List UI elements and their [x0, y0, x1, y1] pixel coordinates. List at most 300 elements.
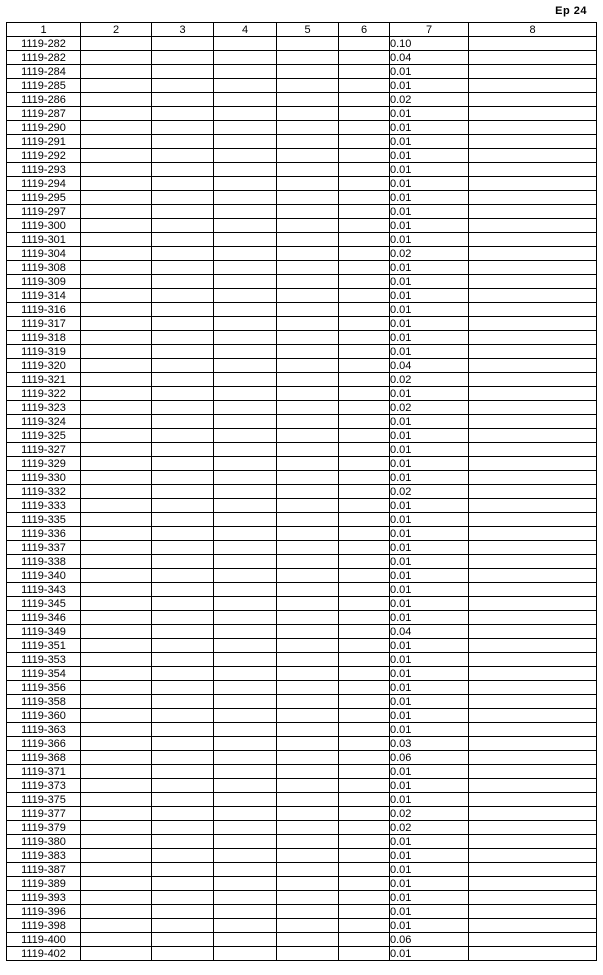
empty-cell-col-2 — [81, 625, 152, 639]
empty-cell-col-5 — [277, 569, 339, 583]
table-row — [7, 443, 597, 457]
value-cell: 0.01 — [390, 457, 469, 471]
empty-cell-col-5 — [277, 765, 339, 779]
empty-cell-col-5 — [277, 177, 339, 191]
table-row — [7, 429, 597, 443]
empty-cell-col-3 — [152, 289, 214, 303]
empty-cell-col-3 — [152, 807, 214, 821]
empty-cell-col-2 — [81, 177, 152, 191]
table-row — [7, 499, 597, 513]
empty-cell-col-6 — [339, 513, 390, 527]
empty-cell-col-2 — [81, 93, 152, 107]
empty-cell-col-6 — [339, 149, 390, 163]
value-cell: 0.01 — [390, 611, 469, 625]
empty-cell-col-5 — [277, 863, 339, 877]
empty-cell-col-3 — [152, 107, 214, 121]
empty-cell-col-6 — [339, 443, 390, 457]
empty-cell-col-6 — [339, 415, 390, 429]
empty-cell-col-8 — [469, 219, 597, 233]
table-row — [7, 79, 597, 93]
empty-cell-col-8 — [469, 415, 597, 429]
empty-cell-col-4 — [214, 387, 277, 401]
empty-cell-col-6 — [339, 751, 390, 765]
table-row — [7, 807, 597, 821]
column-header-4: 4 — [214, 23, 277, 37]
empty-cell-col-2 — [81, 51, 152, 65]
empty-cell-col-3 — [152, 205, 214, 219]
table-row — [7, 709, 597, 723]
empty-cell-col-3 — [152, 261, 214, 275]
empty-cell-col-2 — [81, 723, 152, 737]
empty-cell-col-6 — [339, 849, 390, 863]
table-row — [7, 751, 597, 765]
value-cell: 0.01 — [390, 303, 469, 317]
empty-cell-col-6 — [339, 429, 390, 443]
empty-cell-col-4 — [214, 723, 277, 737]
table-row — [7, 905, 597, 919]
empty-cell-col-5 — [277, 191, 339, 205]
empty-cell-col-5 — [277, 513, 339, 527]
empty-cell-col-3 — [152, 471, 214, 485]
value-cell: 0.01 — [390, 149, 469, 163]
empty-cell-col-3 — [152, 555, 214, 569]
empty-cell-col-2 — [81, 485, 152, 499]
record-id-cell: 1119-323 — [7, 401, 81, 415]
value-cell: 0.01 — [390, 597, 469, 611]
empty-cell-col-6 — [339, 79, 390, 93]
empty-cell-col-4 — [214, 345, 277, 359]
empty-cell-col-8 — [469, 93, 597, 107]
empty-cell-col-4 — [214, 359, 277, 373]
empty-cell-col-5 — [277, 429, 339, 443]
value-cell: 0.02 — [390, 401, 469, 415]
empty-cell-col-8 — [469, 373, 597, 387]
record-id-cell: 1119-354 — [7, 667, 81, 681]
empty-cell-col-6 — [339, 177, 390, 191]
record-id-cell: 1119-282 — [7, 51, 81, 65]
empty-cell-col-3 — [152, 849, 214, 863]
empty-cell-col-4 — [214, 947, 277, 961]
value-cell: 0.01 — [390, 345, 469, 359]
empty-cell-col-8 — [469, 653, 597, 667]
empty-cell-col-4 — [214, 807, 277, 821]
record-id-cell: 1119-340 — [7, 569, 81, 583]
empty-cell-col-8 — [469, 513, 597, 527]
empty-cell-col-3 — [152, 765, 214, 779]
empty-cell-col-4 — [214, 121, 277, 135]
empty-cell-col-4 — [214, 891, 277, 905]
empty-cell-col-3 — [152, 723, 214, 737]
table-row — [7, 93, 597, 107]
empty-cell-col-6 — [339, 65, 390, 79]
empty-cell-col-8 — [469, 37, 597, 51]
record-id-cell: 1119-338 — [7, 555, 81, 569]
empty-cell-col-6 — [339, 485, 390, 499]
empty-cell-col-8 — [469, 51, 597, 65]
empty-cell-col-3 — [152, 611, 214, 625]
empty-cell-col-8 — [469, 205, 597, 219]
empty-cell-col-2 — [81, 429, 152, 443]
value-cell: 0.06 — [390, 933, 469, 947]
empty-cell-col-4 — [214, 331, 277, 345]
table-row — [7, 191, 597, 205]
empty-cell-col-4 — [214, 65, 277, 79]
record-id-cell: 1119-329 — [7, 457, 81, 471]
column-header-8: 8 — [469, 23, 597, 37]
table-row — [7, 569, 597, 583]
empty-cell-col-4 — [214, 751, 277, 765]
empty-cell-col-4 — [214, 765, 277, 779]
value-cell: 0.01 — [390, 415, 469, 429]
empty-cell-col-2 — [81, 611, 152, 625]
empty-cell-col-8 — [469, 849, 597, 863]
empty-cell-col-3 — [152, 905, 214, 919]
empty-cell-col-3 — [152, 443, 214, 457]
header-row — [7, 23, 597, 37]
empty-cell-col-4 — [214, 933, 277, 947]
value-cell: 0.02 — [390, 821, 469, 835]
empty-cell-col-2 — [81, 219, 152, 233]
empty-cell-col-3 — [152, 681, 214, 695]
empty-cell-col-8 — [469, 611, 597, 625]
empty-cell-col-6 — [339, 205, 390, 219]
empty-cell-col-6 — [339, 681, 390, 695]
empty-cell-col-6 — [339, 163, 390, 177]
empty-cell-col-4 — [214, 163, 277, 177]
empty-cell-col-2 — [81, 65, 152, 79]
empty-cell-col-6 — [339, 471, 390, 485]
record-id-cell: 1119-402 — [7, 947, 81, 961]
empty-cell-col-3 — [152, 933, 214, 947]
record-id-cell: 1119-286 — [7, 93, 81, 107]
empty-cell-col-3 — [152, 317, 214, 331]
empty-cell-col-6 — [339, 373, 390, 387]
empty-cell-col-3 — [152, 275, 214, 289]
empty-cell-col-2 — [81, 527, 152, 541]
empty-cell-col-5 — [277, 555, 339, 569]
empty-cell-col-2 — [81, 471, 152, 485]
table-row — [7, 121, 597, 135]
empty-cell-col-5 — [277, 891, 339, 905]
value-cell: 0.03 — [390, 737, 469, 751]
value-cell: 0.02 — [390, 485, 469, 499]
empty-cell-col-8 — [469, 821, 597, 835]
record-id-cell: 1119-317 — [7, 317, 81, 331]
empty-cell-col-2 — [81, 37, 152, 51]
empty-cell-col-8 — [469, 863, 597, 877]
table-row — [7, 359, 597, 373]
record-id-cell: 1119-363 — [7, 723, 81, 737]
empty-cell-col-6 — [339, 737, 390, 751]
empty-cell-col-5 — [277, 163, 339, 177]
empty-cell-col-2 — [81, 681, 152, 695]
empty-cell-col-8 — [469, 401, 597, 415]
table-row — [7, 163, 597, 177]
empty-cell-col-3 — [152, 247, 214, 261]
empty-cell-col-8 — [469, 443, 597, 457]
record-id-cell: 1119-337 — [7, 541, 81, 555]
empty-cell-col-8 — [469, 723, 597, 737]
table-header — [7, 23, 597, 37]
table-row — [7, 233, 597, 247]
empty-cell-col-3 — [152, 947, 214, 961]
empty-cell-col-5 — [277, 387, 339, 401]
table-row — [7, 919, 597, 933]
empty-cell-col-8 — [469, 555, 597, 569]
table-row — [7, 485, 597, 499]
empty-cell-col-5 — [277, 877, 339, 891]
empty-cell-col-6 — [339, 835, 390, 849]
empty-cell-col-4 — [214, 191, 277, 205]
empty-cell-col-8 — [469, 751, 597, 765]
table-row — [7, 107, 597, 121]
empty-cell-col-2 — [81, 737, 152, 751]
value-cell: 0.01 — [390, 639, 469, 653]
empty-cell-col-2 — [81, 415, 152, 429]
empty-cell-col-2 — [81, 79, 152, 93]
empty-cell-col-4 — [214, 37, 277, 51]
empty-cell-col-5 — [277, 695, 339, 709]
empty-cell-col-8 — [469, 149, 597, 163]
value-cell: 0.01 — [390, 135, 469, 149]
empty-cell-col-2 — [81, 191, 152, 205]
empty-cell-col-4 — [214, 709, 277, 723]
empty-cell-col-6 — [339, 37, 390, 51]
record-id-cell: 1119-351 — [7, 639, 81, 653]
record-id-cell: 1119-293 — [7, 163, 81, 177]
empty-cell-col-5 — [277, 317, 339, 331]
table-row — [7, 653, 597, 667]
empty-cell-col-5 — [277, 121, 339, 135]
empty-cell-col-8 — [469, 919, 597, 933]
empty-cell-col-5 — [277, 849, 339, 863]
empty-cell-col-4 — [214, 835, 277, 849]
table-row — [7, 387, 597, 401]
empty-cell-col-8 — [469, 247, 597, 261]
empty-cell-col-3 — [152, 331, 214, 345]
table-row — [7, 261, 597, 275]
value-cell: 0.02 — [390, 93, 469, 107]
empty-cell-col-8 — [469, 737, 597, 751]
record-id-cell: 1119-349 — [7, 625, 81, 639]
empty-cell-col-5 — [277, 681, 339, 695]
record-id-cell: 1119-301 — [7, 233, 81, 247]
empty-cell-col-3 — [152, 625, 214, 639]
value-cell: 0.01 — [390, 443, 469, 457]
empty-cell-col-8 — [469, 429, 597, 443]
column-header-2: 2 — [81, 23, 152, 37]
empty-cell-col-4 — [214, 149, 277, 163]
empty-cell-col-4 — [214, 373, 277, 387]
record-id-cell: 1119-285 — [7, 79, 81, 93]
empty-cell-col-3 — [152, 387, 214, 401]
empty-cell-col-8 — [469, 317, 597, 331]
empty-cell-col-8 — [469, 779, 597, 793]
empty-cell-col-8 — [469, 191, 597, 205]
empty-cell-col-3 — [152, 401, 214, 415]
value-cell: 0.01 — [390, 779, 469, 793]
empty-cell-col-3 — [152, 219, 214, 233]
empty-cell-col-8 — [469, 121, 597, 135]
empty-cell-col-6 — [339, 331, 390, 345]
empty-cell-col-3 — [152, 597, 214, 611]
column-header-7: 7 — [390, 23, 469, 37]
value-cell: 0.01 — [390, 653, 469, 667]
record-id-cell: 1119-282 — [7, 37, 81, 51]
empty-cell-col-4 — [214, 261, 277, 275]
empty-cell-col-2 — [81, 121, 152, 135]
empty-cell-col-6 — [339, 247, 390, 261]
empty-cell-col-6 — [339, 779, 390, 793]
empty-cell-col-2 — [81, 513, 152, 527]
empty-cell-col-3 — [152, 695, 214, 709]
value-cell: 0.01 — [390, 793, 469, 807]
value-cell: 0.01 — [390, 191, 469, 205]
empty-cell-col-8 — [469, 177, 597, 191]
value-cell: 0.01 — [390, 331, 469, 345]
empty-cell-col-2 — [81, 289, 152, 303]
empty-cell-col-8 — [469, 345, 597, 359]
empty-cell-col-8 — [469, 527, 597, 541]
table-row — [7, 373, 597, 387]
empty-cell-col-3 — [152, 737, 214, 751]
empty-cell-col-3 — [152, 709, 214, 723]
empty-cell-col-2 — [81, 555, 152, 569]
empty-cell-col-8 — [469, 233, 597, 247]
empty-cell-col-6 — [339, 723, 390, 737]
empty-cell-col-6 — [339, 821, 390, 835]
empty-cell-col-5 — [277, 289, 339, 303]
empty-cell-col-3 — [152, 821, 214, 835]
empty-cell-col-5 — [277, 527, 339, 541]
empty-cell-col-3 — [152, 639, 214, 653]
empty-cell-col-2 — [81, 821, 152, 835]
empty-cell-col-3 — [152, 653, 214, 667]
empty-cell-col-5 — [277, 499, 339, 513]
record-id-cell: 1119-325 — [7, 429, 81, 443]
empty-cell-col-4 — [214, 177, 277, 191]
value-cell: 0.01 — [390, 835, 469, 849]
empty-cell-col-6 — [339, 289, 390, 303]
empty-cell-col-2 — [81, 107, 152, 121]
record-id-cell: 1119-358 — [7, 695, 81, 709]
value-cell: 0.01 — [390, 387, 469, 401]
empty-cell-col-5 — [277, 933, 339, 947]
empty-cell-col-6 — [339, 695, 390, 709]
record-id-cell: 1119-368 — [7, 751, 81, 765]
empty-cell-col-5 — [277, 751, 339, 765]
empty-cell-col-4 — [214, 695, 277, 709]
value-cell: 0.01 — [390, 65, 469, 79]
empty-cell-col-8 — [469, 793, 597, 807]
record-id-cell: 1119-332 — [7, 485, 81, 499]
record-id-cell: 1119-284 — [7, 65, 81, 79]
empty-cell-col-6 — [339, 905, 390, 919]
empty-cell-col-8 — [469, 135, 597, 149]
record-id-cell: 1119-360 — [7, 709, 81, 723]
empty-cell-col-3 — [152, 233, 214, 247]
table-row — [7, 219, 597, 233]
value-cell: 0.01 — [390, 765, 469, 779]
empty-cell-col-5 — [277, 107, 339, 121]
empty-cell-col-5 — [277, 807, 339, 821]
table-row — [7, 863, 597, 877]
record-id-cell: 1119-319 — [7, 345, 81, 359]
empty-cell-col-4 — [214, 135, 277, 149]
empty-cell-col-2 — [81, 863, 152, 877]
value-cell: 0.01 — [390, 569, 469, 583]
empty-cell-col-4 — [214, 793, 277, 807]
record-id-cell: 1119-308 — [7, 261, 81, 275]
table-body — [7, 37, 597, 961]
empty-cell-col-2 — [81, 317, 152, 331]
empty-cell-col-3 — [152, 499, 214, 513]
empty-cell-col-5 — [277, 261, 339, 275]
empty-cell-col-6 — [339, 807, 390, 821]
empty-cell-col-8 — [469, 891, 597, 905]
empty-cell-col-4 — [214, 247, 277, 261]
table-row — [7, 737, 597, 751]
empty-cell-col-5 — [277, 905, 339, 919]
empty-cell-col-4 — [214, 737, 277, 751]
empty-cell-col-5 — [277, 667, 339, 681]
record-id-cell: 1119-393 — [7, 891, 81, 905]
empty-cell-col-5 — [277, 415, 339, 429]
empty-cell-col-8 — [469, 65, 597, 79]
empty-cell-col-3 — [152, 149, 214, 163]
empty-cell-col-2 — [81, 779, 152, 793]
table-row — [7, 611, 597, 625]
empty-cell-col-3 — [152, 359, 214, 373]
table-row — [7, 639, 597, 653]
record-id-cell: 1119-304 — [7, 247, 81, 261]
empty-cell-col-3 — [152, 835, 214, 849]
record-id-cell: 1119-330 — [7, 471, 81, 485]
empty-cell-col-5 — [277, 611, 339, 625]
value-cell: 0.01 — [390, 919, 469, 933]
table-row — [7, 779, 597, 793]
empty-cell-col-5 — [277, 149, 339, 163]
empty-cell-col-6 — [339, 569, 390, 583]
empty-cell-col-3 — [152, 191, 214, 205]
column-header-3: 3 — [152, 23, 214, 37]
record-id-cell: 1119-327 — [7, 443, 81, 457]
empty-cell-col-8 — [469, 261, 597, 275]
empty-cell-col-3 — [152, 877, 214, 891]
empty-cell-col-8 — [469, 905, 597, 919]
value-cell: 0.01 — [390, 709, 469, 723]
empty-cell-col-6 — [339, 121, 390, 135]
value-cell: 0.01 — [390, 261, 469, 275]
empty-cell-col-2 — [81, 835, 152, 849]
empty-cell-col-4 — [214, 401, 277, 415]
empty-cell-col-6 — [339, 457, 390, 471]
empty-cell-col-5 — [277, 835, 339, 849]
empty-cell-col-3 — [152, 779, 214, 793]
table-row — [7, 597, 597, 611]
empty-cell-col-4 — [214, 905, 277, 919]
empty-cell-col-2 — [81, 765, 152, 779]
empty-cell-col-8 — [469, 681, 597, 695]
empty-cell-col-2 — [81, 891, 152, 905]
empty-cell-col-2 — [81, 401, 152, 415]
empty-cell-col-8 — [469, 695, 597, 709]
empty-cell-col-2 — [81, 443, 152, 457]
empty-cell-col-8 — [469, 569, 597, 583]
empty-cell-col-4 — [214, 485, 277, 499]
empty-cell-col-2 — [81, 905, 152, 919]
empty-cell-col-5 — [277, 65, 339, 79]
